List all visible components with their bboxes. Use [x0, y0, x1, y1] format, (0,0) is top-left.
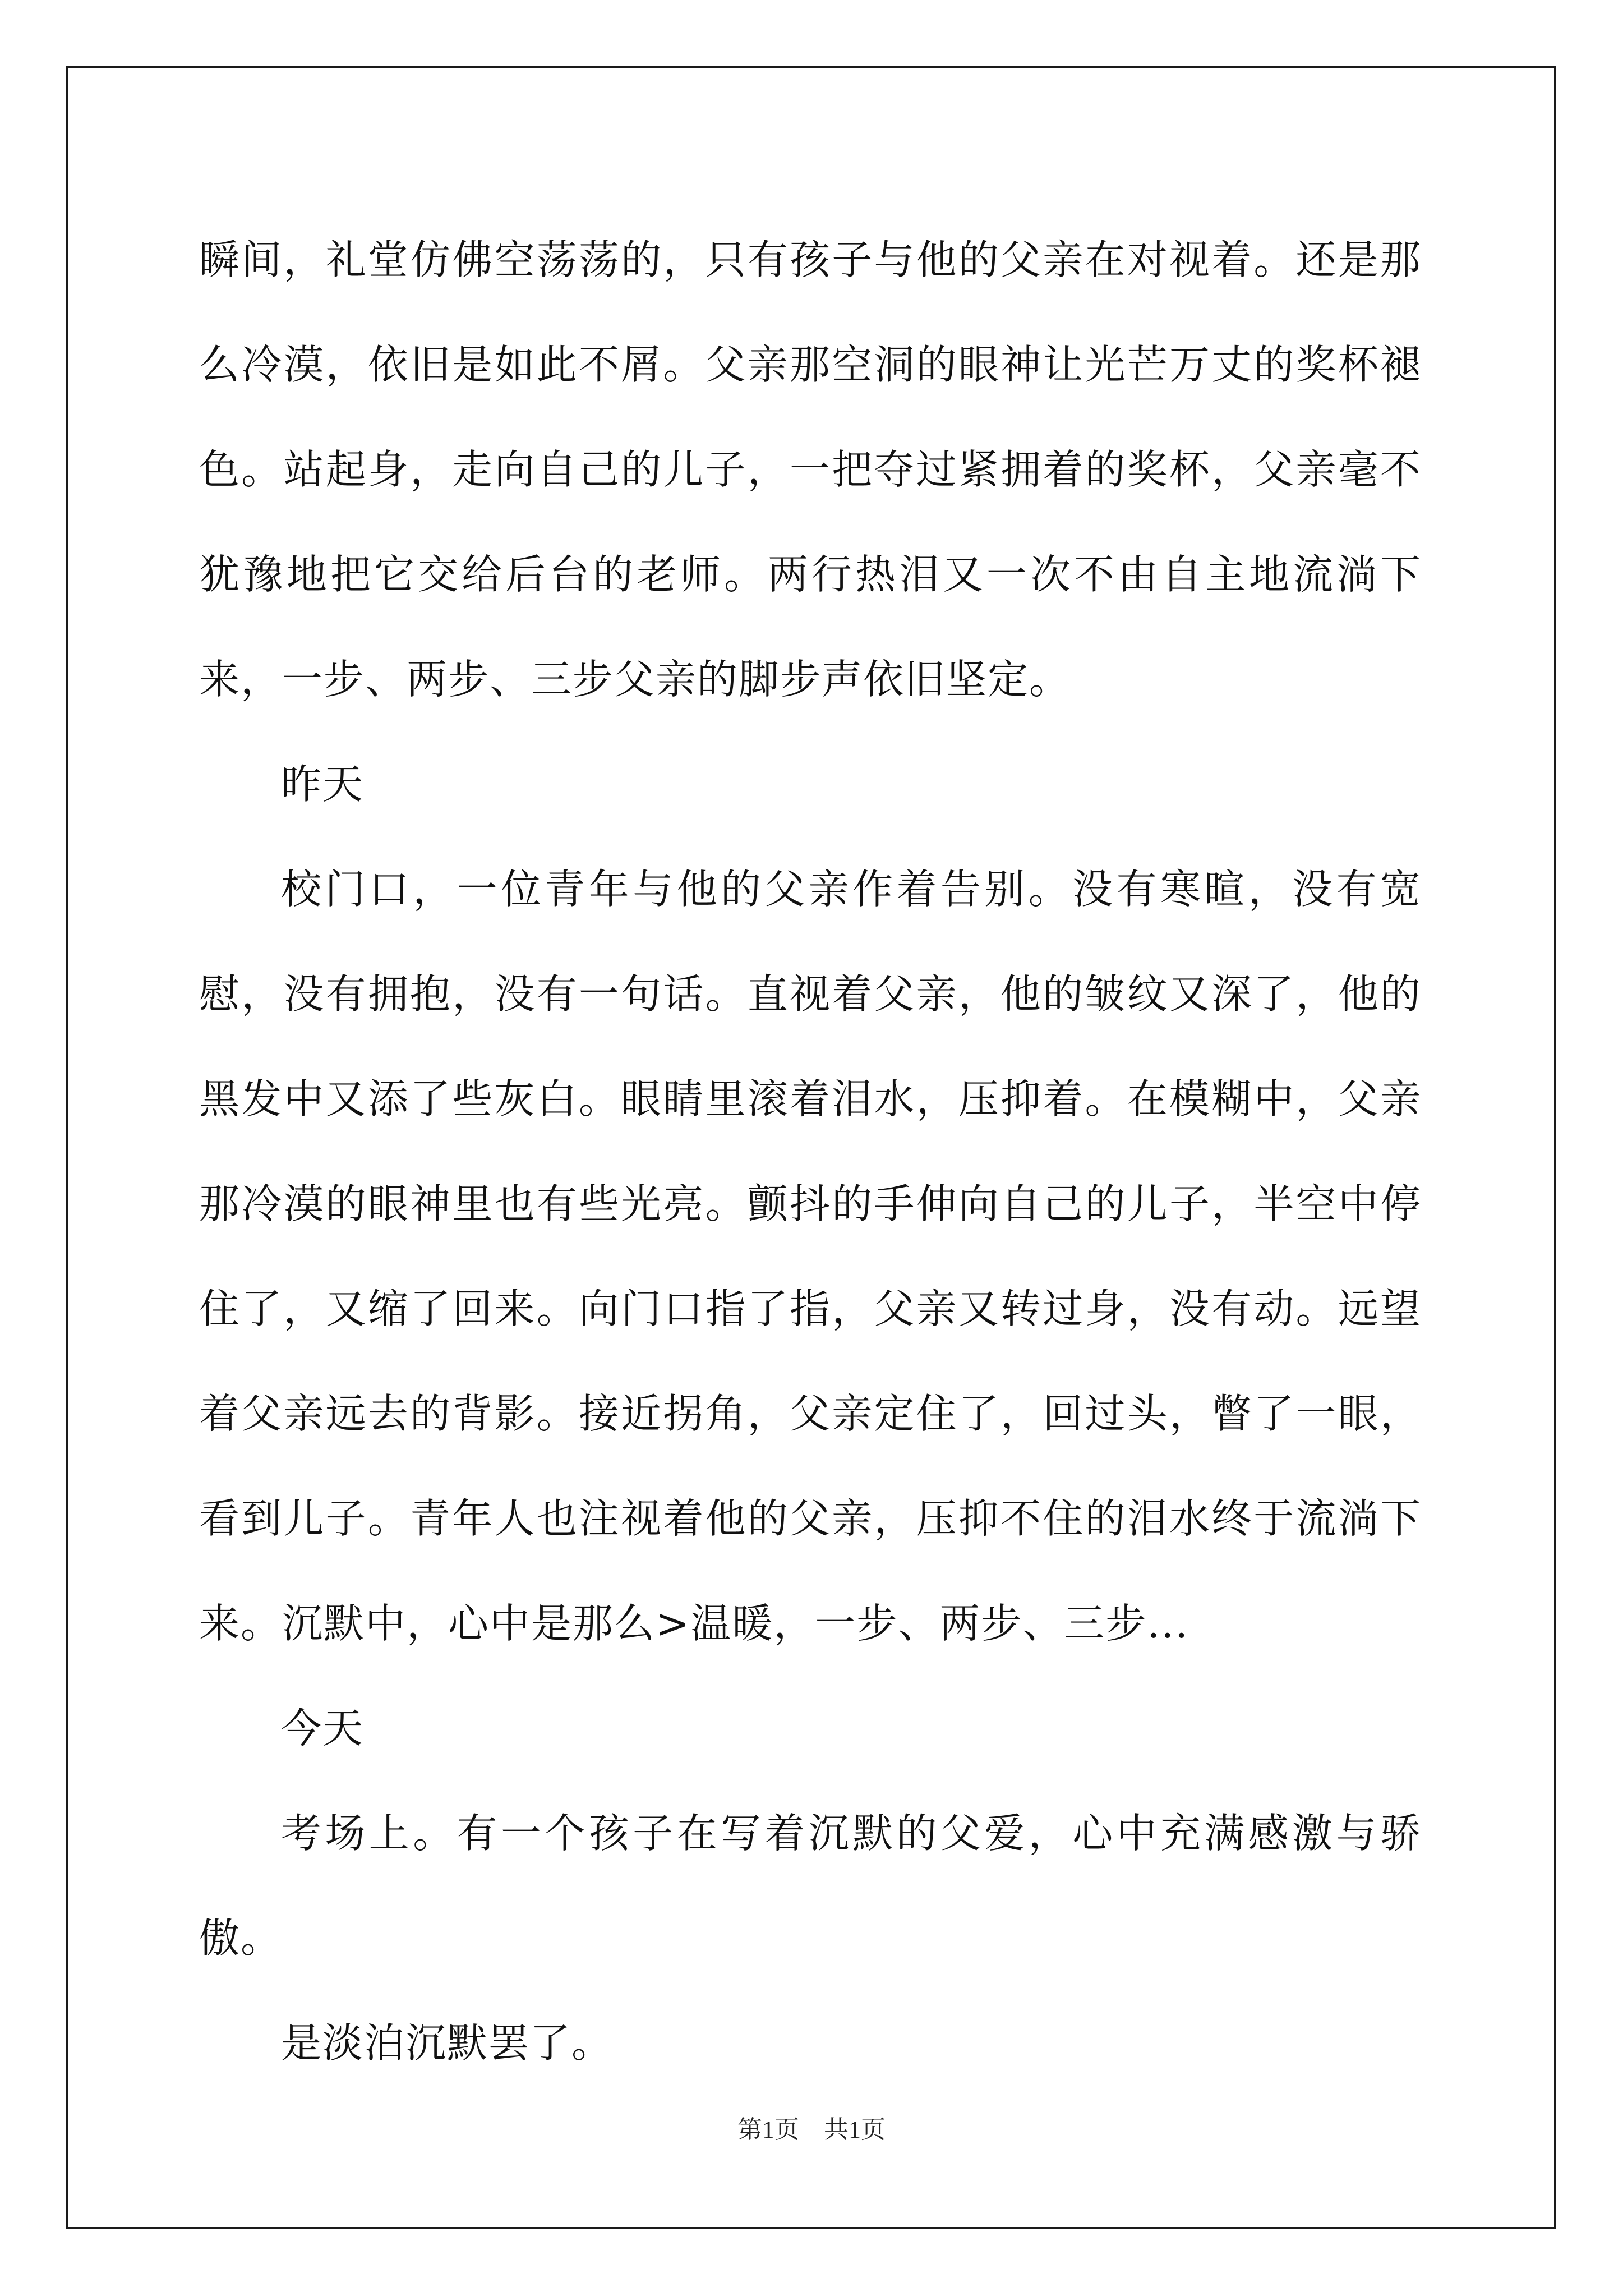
- page-number-footer: 第1页 共1页: [737, 2116, 886, 2143]
- paragraph-1: 瞬间，礼堂仿佛空荡荡的，只有孩子与他的父亲在对视着。还是那么冷漠，依旧是如此不屑。父亲那空洞的眼神让光芒万丈的奖杯褪色。站起身，走向自己的儿子，一把夺过紧拥着的奖杯，父亲毫不犹豫地把它交给后台的老师。两行热泪又一次不由自主地流淌下来，一步、两步、三步父亲的脚步声依旧坚定。: [199, 236, 1422, 703]
- paragraph-2: 校门口，一位青年与他的父亲作着告别。没有寒暄，没有宽慰，没有拥抱，没有一句话。直视着父亲，他的皱纹又深了，他的黑发中又添了些灰白。眼睛里滚着泪水，压抑着。在模糊中，父亲那冷漠的眼神里也有些光亮。颤抖的手伸向自己的儿子，半空中停住了，又缩了回来。向门口指了指，父亲又转过身，没有动。远望着父亲远去的背影。接近拐角，父亲定住了，回过头，瞥了一眼，看到儿子。青年人也注视着他的父亲，压抑不住的泪水终于流淌下来。沉默中，心中是那么>温暖，一步、两步、三步...: [199, 866, 1422, 1647]
- section-heading-today: 今天: [281, 1705, 365, 1752]
- section-heading-yesterday: 昨天: [281, 761, 365, 808]
- paragraph-3: 考场上。有一个孩子在写着沉默的父爱，心中充满感激与骄傲。: [199, 1810, 1422, 1962]
- paragraph-4: 是淡泊沉默罢了。: [281, 2019, 614, 2067]
- document-body: [199, 208, 1422, 2096]
